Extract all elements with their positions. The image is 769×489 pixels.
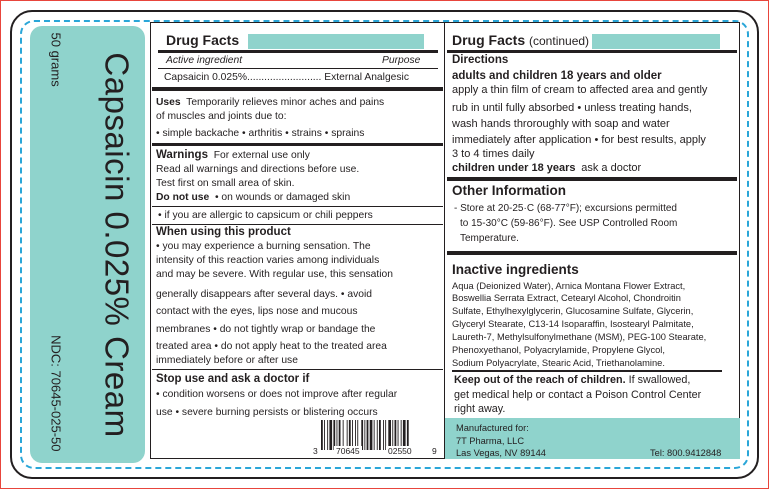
rule bbox=[152, 369, 443, 370]
keep-out-line bbox=[454, 374, 690, 387]
barcode-bar bbox=[364, 420, 365, 450]
active-ingredient-label: Active ingredient bbox=[166, 55, 243, 66]
continued-title bbox=[452, 32, 589, 48]
warnings-text: For external use only bbox=[213, 150, 310, 161]
manufacturer-name: 7T Pharma, LLC bbox=[456, 436, 525, 446]
warnings-label: Warnings bbox=[156, 149, 208, 161]
keep-out-text: If swallowed, bbox=[628, 374, 691, 386]
rule bbox=[447, 177, 737, 181]
inactive-text: Sodium Polyacrylate, Stearic Acid, Triethanolamine. bbox=[452, 358, 665, 368]
manufacturer-tel: Tel: 800.9412848 bbox=[650, 448, 722, 458]
inactive-text: Phenoxyethanol, Polyacrylamide, Propylene Glycol, bbox=[452, 345, 665, 355]
when-using-text: intensity of this reaction varies among individuals bbox=[156, 255, 380, 266]
uses-label: Uses bbox=[156, 97, 181, 108]
rule bbox=[447, 251, 737, 255]
when-using-text: and may be severe. With regular use, this sensation bbox=[156, 269, 393, 280]
inactive-text: Boswellia Serrata Extract, Cetearyl Alcohol, Chondroitin bbox=[452, 293, 681, 303]
barcode-bar bbox=[379, 420, 381, 450]
net-weight: 50 grams bbox=[48, 32, 63, 87]
inactive-text: Sulfate, Ethylhexylglycerin, Glucosamine Sulfate, Glycerin, bbox=[452, 306, 694, 316]
directions-text: rub in until fully absorbed • unless treating hands, bbox=[452, 102, 692, 114]
rule bbox=[152, 206, 443, 207]
barcode-bar bbox=[377, 420, 378, 450]
barcode-bar bbox=[321, 420, 323, 450]
other-info-text: Temperature. bbox=[460, 233, 519, 244]
side-panel-rotated bbox=[30, 26, 145, 463]
children-text: ask a doctor bbox=[581, 162, 642, 174]
rule bbox=[158, 50, 438, 53]
when-using-text: generally disappears after several days. • avoid bbox=[156, 289, 372, 300]
barcode-digits: 70645 bbox=[336, 446, 360, 456]
uses-text: of muscles and joints due to: bbox=[156, 111, 287, 122]
when-using-text: treated area • do not apply heat to the treated area bbox=[156, 341, 387, 352]
keep-out-text: right away. bbox=[454, 403, 506, 415]
directions-text: immediately after application • for best results, apply bbox=[452, 134, 706, 146]
leader-dots: .......................... bbox=[247, 72, 322, 83]
rule bbox=[447, 50, 737, 53]
inactive-text: Aqua (Deionized Water), Arnica Montana Flower Extract, bbox=[452, 281, 686, 291]
when-using-text: • you may experience a burning sensation. The bbox=[156, 241, 371, 252]
barcode-bar bbox=[329, 420, 332, 450]
drug-facts-title: Drug Facts bbox=[166, 32, 240, 48]
when-using-text: membranes • do not tightly wrap or bandage the bbox=[156, 324, 376, 335]
other-info-text: to 15-30°C (59-86°F). See USP Controlled Room bbox=[460, 218, 678, 229]
barcode-bar bbox=[324, 420, 325, 450]
do-not-use-text: • on wounds or damaged skin bbox=[214, 192, 351, 203]
directions-label: Directions bbox=[452, 54, 509, 66]
keep-out-text: get medical help or contact a Poison Control Center bbox=[454, 389, 702, 401]
rule bbox=[152, 224, 443, 225]
other-info-text: - Store at 20-25·C (68-77°F); excursions permitted bbox=[454, 203, 677, 214]
stop-use-label: Stop use and ask a doctor if bbox=[156, 373, 310, 385]
continued-suffix: (continued) bbox=[529, 34, 590, 48]
barcode-digit: 3 bbox=[313, 446, 318, 456]
do-not-use-label: Do not use bbox=[156, 192, 210, 203]
title-bar bbox=[248, 34, 424, 49]
barcode bbox=[313, 420, 439, 456]
warnings-line bbox=[156, 149, 310, 162]
inactive-text: Glyceryl Stearate, C13-14 Isoparaffin, Isostearyl Palmitate, bbox=[452, 319, 694, 329]
manufacturer-city: Las Vegas, NV 89144 bbox=[456, 448, 546, 458]
barcode-bar bbox=[374, 420, 375, 450]
side-panel bbox=[30, 26, 145, 463]
directions-text: wash hands throroughly with soap and water bbox=[452, 118, 670, 130]
continued-title-text: Drug Facts bbox=[452, 32, 526, 48]
rule bbox=[152, 143, 443, 146]
uses-line bbox=[156, 96, 384, 109]
warnings-text: Test first on small area of skin. bbox=[156, 178, 295, 189]
ndc-number: NDC: 70645-025-50 bbox=[48, 334, 63, 451]
inactive-text: Laureth-7, Methylsulfonylmethane (MSM), PEG-100 Stearate, bbox=[452, 332, 707, 342]
purpose-label: Purpose bbox=[382, 55, 421, 66]
adults-label: adults and children 18 years and older bbox=[452, 70, 662, 82]
do-not-use-line bbox=[156, 191, 350, 204]
do-not-use-text: • if you are allergic to capsicum or chili peppers bbox=[158, 210, 373, 221]
other-info-label: Other Information bbox=[452, 183, 566, 198]
barcode-bar bbox=[370, 420, 373, 450]
rule bbox=[152, 87, 443, 91]
barcode-digits: 02550 bbox=[388, 446, 412, 456]
barcode-bar bbox=[383, 420, 384, 450]
uses-text: Temporarily relieves minor aches and pains bbox=[186, 97, 385, 108]
active-ingredient-row bbox=[164, 71, 409, 84]
children-line bbox=[452, 162, 641, 175]
directions-text: apply a thin film of cream to affected area and gently bbox=[452, 84, 708, 96]
keep-out-label: Keep out of the reach of children. bbox=[454, 374, 626, 386]
product-name: Capsaicin 0.025% Cream bbox=[98, 51, 135, 438]
rule bbox=[158, 68, 438, 69]
purpose: External Analgesic bbox=[324, 72, 409, 83]
inactive-label: Inactive ingredients bbox=[452, 262, 579, 277]
active-ingredient: Capsaicin 0.025% bbox=[164, 72, 247, 83]
when-using-text: immediately before or after use bbox=[156, 355, 298, 366]
barcode-bar bbox=[367, 420, 369, 450]
stop-use-text: use • severe burning persists or blistering occurs bbox=[156, 407, 378, 418]
barcode-digit: 9 bbox=[432, 446, 437, 456]
children-label: children under 18 years bbox=[452, 162, 576, 174]
directions-text: 3 to 4 times daily bbox=[452, 148, 535, 160]
rule bbox=[452, 370, 722, 372]
when-using-label: When using this product bbox=[156, 226, 291, 238]
stop-use-text: • condition worsens or does not improve after regular bbox=[156, 389, 398, 400]
uses-list: • simple backache • arthritis • strains • sprains bbox=[156, 128, 365, 139]
warnings-text: Read all warnings and directions before use. bbox=[156, 164, 360, 175]
when-using-text: contact with the eyes, lips nose and mucous bbox=[156, 306, 358, 317]
barcode-bar bbox=[327, 420, 328, 450]
manufacturer-label: Manufactured for: bbox=[456, 423, 529, 433]
title-bar bbox=[592, 34, 720, 49]
